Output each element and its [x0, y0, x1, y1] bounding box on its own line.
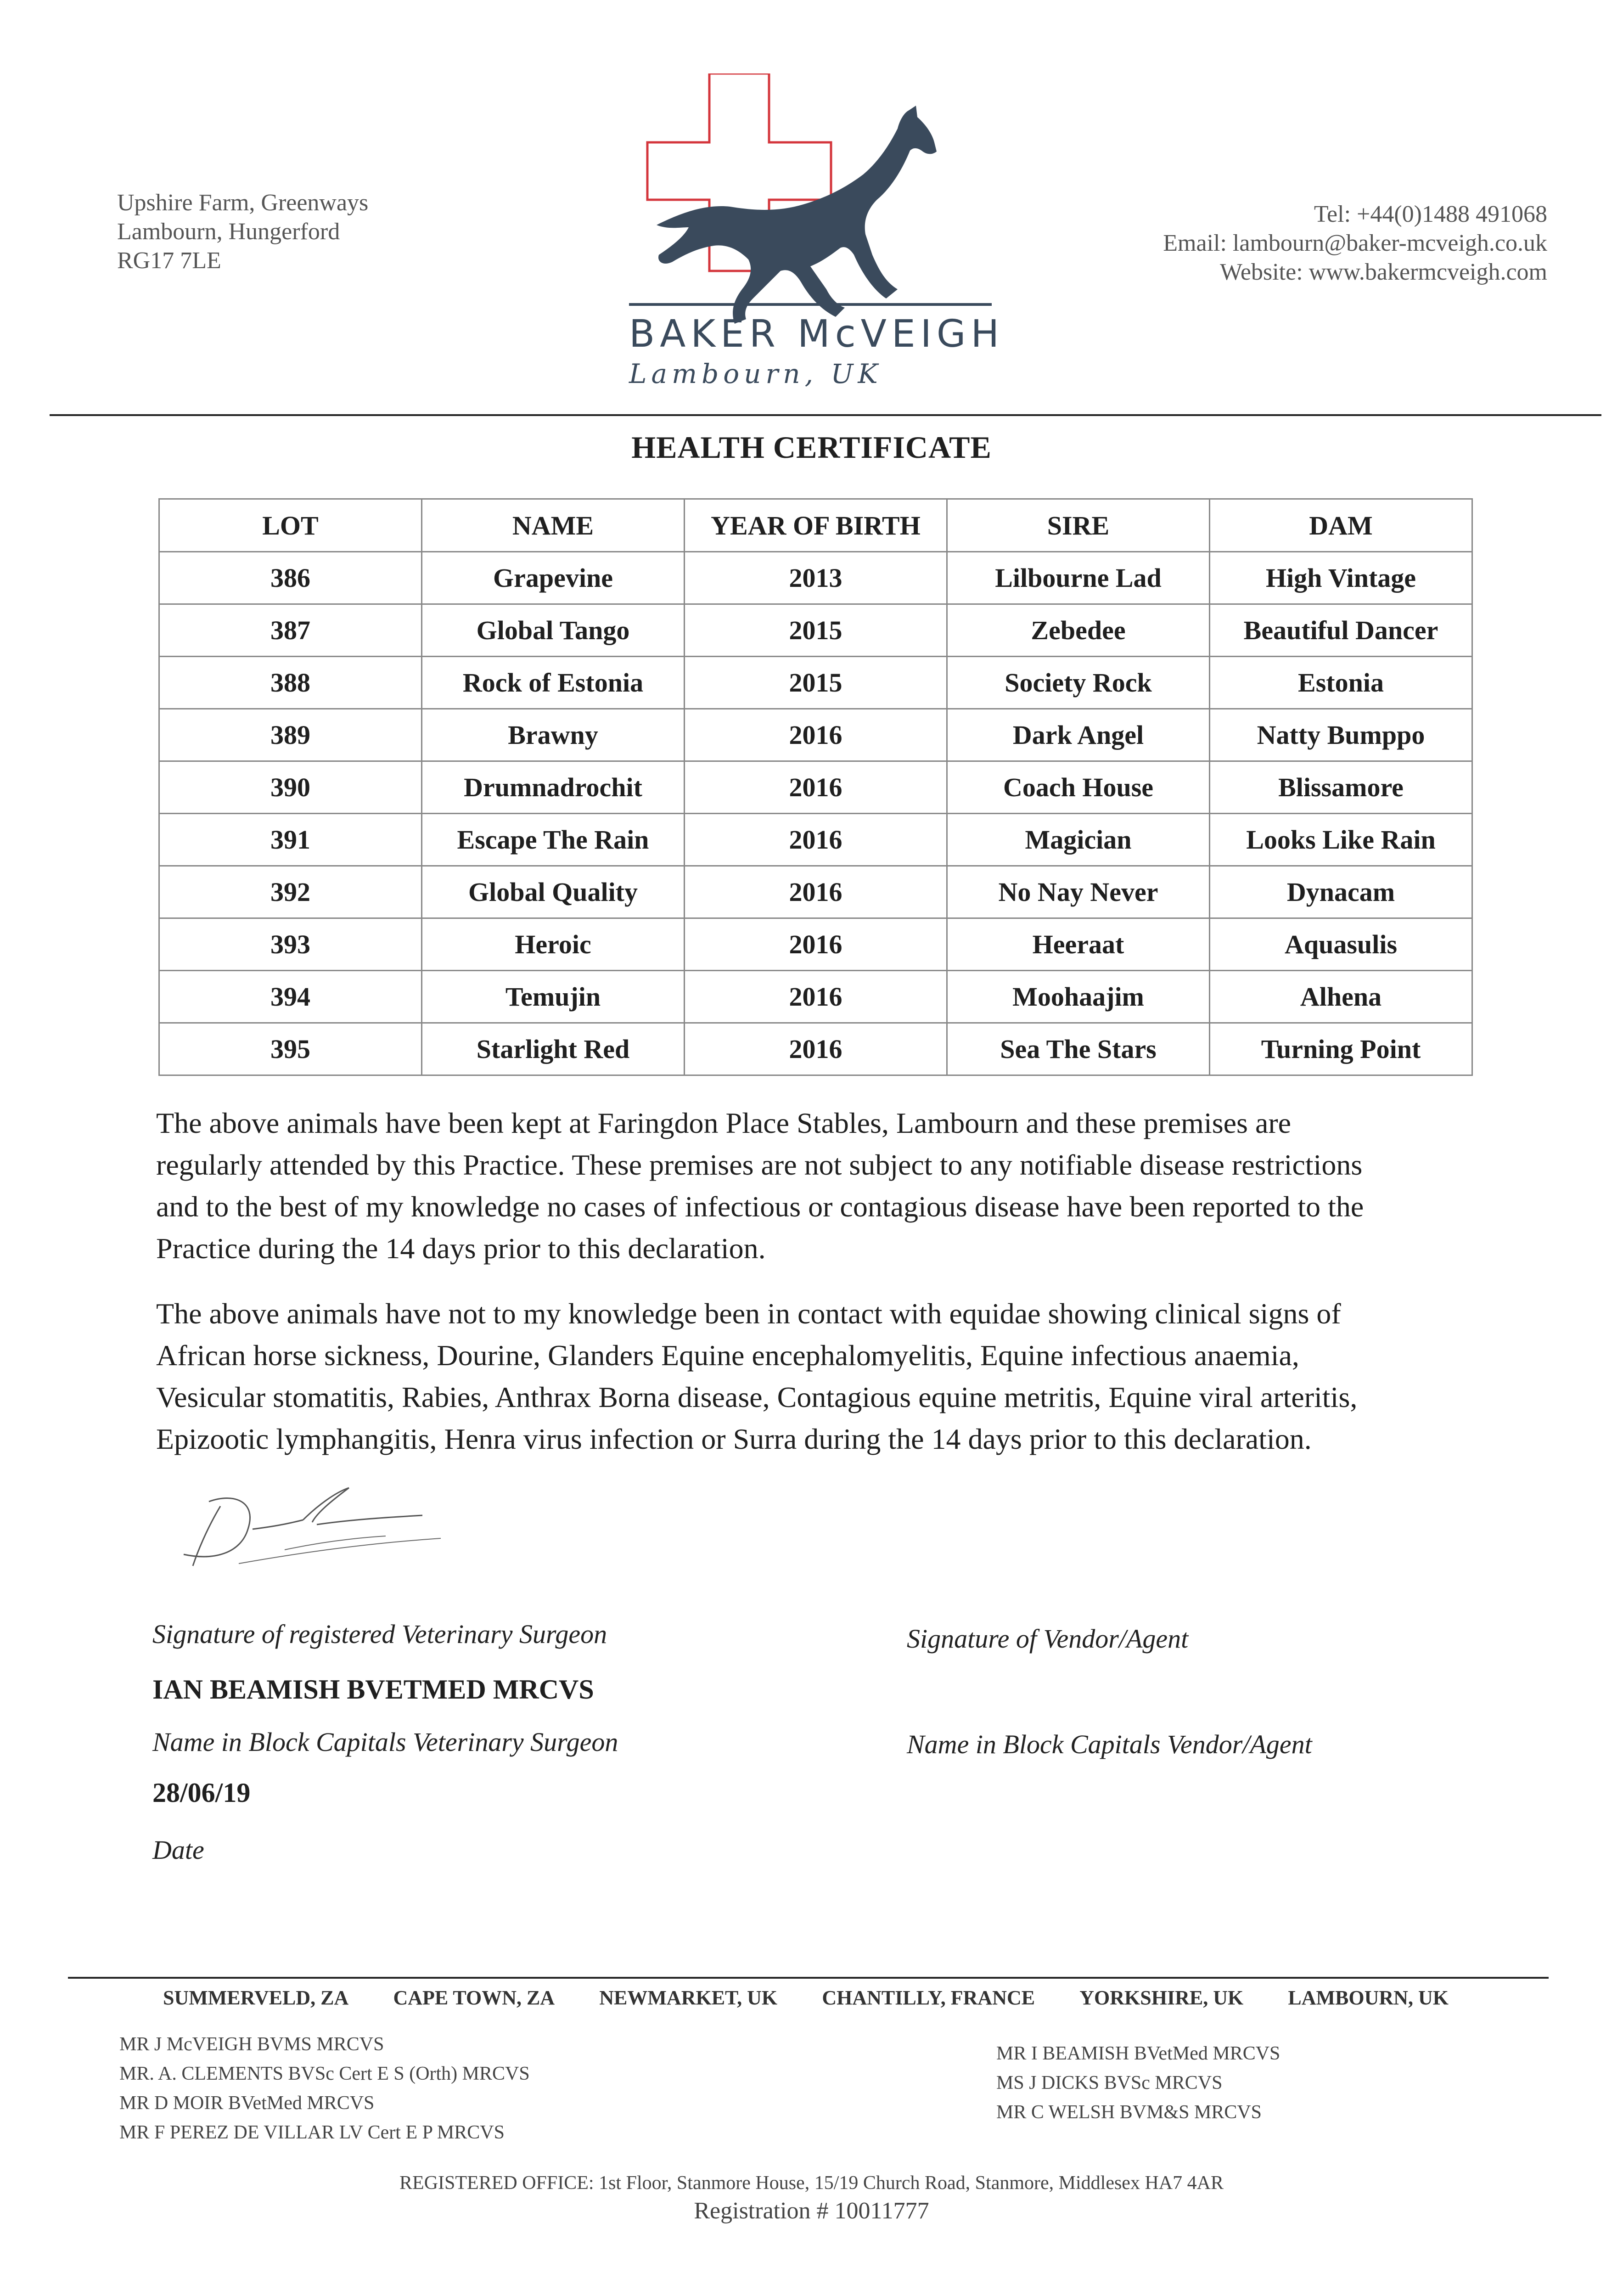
cell-name: Global Quality [422, 866, 685, 918]
office-location: LAMBOURN, UK [1288, 1986, 1449, 2009]
cell-year: 2016 [685, 709, 947, 761]
table-row [159, 814, 1472, 866]
paragraph-line: regularly attended by this Practice. These premises are not subject to any notifiable disease restrictions [156, 1148, 1363, 1181]
cell-year: 2016 [685, 814, 947, 866]
vet-list-item: MR F PEREZ DE VILLAR LV Cert E P MRCVS [119, 2122, 505, 2143]
table-row [159, 866, 1472, 918]
cell-lot: 391 [159, 814, 422, 866]
cell-name: Starlight Red [422, 1023, 685, 1075]
cell-lot: 394 [159, 971, 422, 1023]
registered-office: REGISTERED OFFICE: 1st Floor, Stanmore House, 15/19 Church Road, Stanmore, Middlesex HA7 4AR [399, 2172, 1224, 2194]
logo-company-name: BAKER McVEIGH [629, 312, 1005, 356]
cell-dam: Blissamore [1210, 761, 1472, 814]
table-row [159, 709, 1472, 761]
cell-lot: 389 [159, 709, 422, 761]
cell-name: Temujin [422, 971, 685, 1023]
column-header-dam: DAM [1210, 499, 1472, 552]
footer-divider [68, 1977, 1549, 1979]
paragraph-line: Practice during the 14 days prior to this declaration. [156, 1232, 766, 1265]
declaration-paragraph-diseases [156, 1293, 1478, 1460]
cell-name: Rock of Estonia [422, 657, 685, 709]
cell-dam: Turning Point [1210, 1023, 1472, 1075]
table-row [159, 1023, 1472, 1075]
cell-dam: Beautiful Dancer [1210, 604, 1472, 657]
cell-year: 2016 [685, 866, 947, 918]
table-row [159, 604, 1472, 657]
cell-name: Global Tango [422, 604, 685, 657]
horse-table [158, 498, 1473, 1076]
vet-list-right [996, 2039, 1280, 2127]
table-header-row [159, 499, 1472, 552]
cell-sire: Coach House [947, 761, 1210, 814]
cell-lot: 386 [159, 552, 422, 604]
paragraph-line: The above animals have been kept at Faringdon Place Stables, Lambourn and these premises are [156, 1107, 1292, 1139]
registration-number: Registration # 10011777 [694, 2198, 929, 2224]
vet-handwritten-signature [165, 1474, 450, 1584]
table-row [159, 761, 1472, 814]
vendor-name-label: Name in Block Capitals Vendor/Agent [907, 1729, 1312, 1759]
cell-year: 2016 [685, 971, 947, 1023]
vet-list-item: MR J McVEIGH BVMS MRCVS [119, 2034, 384, 2055]
cell-sire: Society Rock [947, 657, 1210, 709]
declaration-paragraph-premises [156, 1102, 1478, 1269]
address-line: Upshire Farm, Greenways [117, 190, 369, 216]
cell-lot: 387 [159, 604, 422, 657]
vet-list-item: MR I BEAMISH BVetMed MRCVS [996, 2043, 1280, 2064]
cell-name: Escape The Rain [422, 814, 685, 866]
vendor-signature-label: Signature of Vendor/Agent [907, 1624, 1189, 1654]
address-line: RG17 7LE [117, 248, 221, 274]
column-header-sire: SIRE [947, 499, 1210, 552]
cell-sire: Lilbourne Lad [947, 552, 1210, 604]
cell-dam: Aquasulis [1210, 918, 1472, 971]
cell-sire: No Nay Never [947, 866, 1210, 918]
cell-lot: 392 [159, 866, 422, 918]
column-header-name: NAME [422, 499, 685, 552]
cell-sire: Zebedee [947, 604, 1210, 657]
contact-website: Website: www.bakermcveigh.com [1220, 259, 1547, 285]
paragraph-line: Vesicular stomatitis, Rabies, Anthrax Borna disease, Contagious equine metritis, Equine viral arteritis, [156, 1381, 1358, 1413]
cell-name: Drumnadrochit [422, 761, 685, 814]
address-block [117, 188, 368, 275]
cell-sire: Dark Angel [947, 709, 1210, 761]
table-row [159, 918, 1472, 971]
cell-name: Brawny [422, 709, 685, 761]
cell-year: 2016 [685, 761, 947, 814]
cell-name: Heroic [422, 918, 685, 971]
vet-list-item: MR C WELSH BVM&S MRCVS [996, 2102, 1262, 2123]
cell-sire: Heeraat [947, 918, 1210, 971]
table-row [159, 971, 1472, 1023]
cell-lot: 393 [159, 918, 422, 971]
column-header-year: YEAR OF BIRTH [685, 499, 947, 552]
office-location: CAPE TOWN, ZA [393, 1986, 555, 2009]
cell-sire: Magician [947, 814, 1210, 866]
office-location: CHANTILLY, FRANCE [822, 1986, 1035, 2009]
table-row [159, 552, 1472, 604]
cell-year: 2015 [685, 657, 947, 709]
header-divider [50, 414, 1601, 416]
cell-year: 2016 [685, 1023, 947, 1075]
cell-sire: Sea The Stars [947, 1023, 1210, 1075]
vet-list-item: MR D MOIR BVetMed MRCVS [119, 2093, 375, 2114]
office-locations [163, 1986, 1449, 2009]
contact-tel: Tel: +44(0)1488 491068 [1314, 201, 1547, 227]
office-location: YORKSHIRE, UK [1079, 1986, 1244, 2009]
cell-lot: 395 [159, 1023, 422, 1075]
contact-block [1163, 200, 1547, 287]
cell-dam: Natty Bumppo [1210, 709, 1472, 761]
vet-name: IAN BEAMISH BVETMED MRCVS [152, 1674, 594, 1705]
cell-dam: Alhena [1210, 971, 1472, 1023]
address-line: Lambourn, Hungerford [117, 219, 340, 245]
paragraph-line: African horse sickness, Dourine, Glanders Equine encephalomyelitis, Equine infectious anaemia, [156, 1339, 1299, 1372]
date-label: Date [152, 1835, 204, 1865]
cell-lot: 388 [159, 657, 422, 709]
office-location: NEWMARKET, UK [599, 1986, 778, 2009]
cell-name: Grapevine [422, 552, 685, 604]
cell-dam: High Vintage [1210, 552, 1472, 604]
cell-sire: Moohaajim [947, 971, 1210, 1023]
cell-year: 2016 [685, 918, 947, 971]
cell-dam: Looks Like Rain [1210, 814, 1472, 866]
office-location: SUMMERVELD, ZA [163, 1986, 349, 2009]
paragraph-line: Epizootic lymphangitis, Henra virus infection or Surra during the 14 days prior to this declaration. [156, 1423, 1312, 1455]
table-row [159, 657, 1472, 709]
cell-year: 2015 [685, 604, 947, 657]
column-header-lot: LOT [159, 499, 422, 552]
vet-list-left [119, 2030, 530, 2147]
cell-dam: Estonia [1210, 657, 1472, 709]
vet-list-item: MR. A. CLEMENTS BVSc Cert E S (Orth) MRCVS [119, 2063, 530, 2084]
vet-name-label: Name in Block Capitals Veterinary Surgeon [152, 1727, 618, 1757]
cell-dam: Dynacam [1210, 866, 1472, 918]
page-title: HEALTH CERTIFICATE [631, 430, 992, 465]
cell-year: 2013 [685, 552, 947, 604]
paragraph-line: and to the best of my knowledge no cases of infectious or contagious disease have been reported to the [156, 1190, 1364, 1223]
vet-signature-label: Signature of registered Veterinary Surgeon [152, 1619, 607, 1649]
date-value: 28/06/19 [152, 1778, 251, 1808]
paragraph-line: The above animals have not to my knowledge been in contact with equidae showing clinical signs of [156, 1297, 1341, 1330]
cell-lot: 390 [159, 761, 422, 814]
contact-email: Email: lambourn@baker-mcveigh.co.uk [1163, 230, 1547, 256]
logo-subtitle: Lambourn, UK [629, 358, 882, 389]
signature-scribble-icon [165, 1474, 450, 1584]
vet-list-item: MS J DICKS BVSc MRCVS [996, 2072, 1223, 2093]
